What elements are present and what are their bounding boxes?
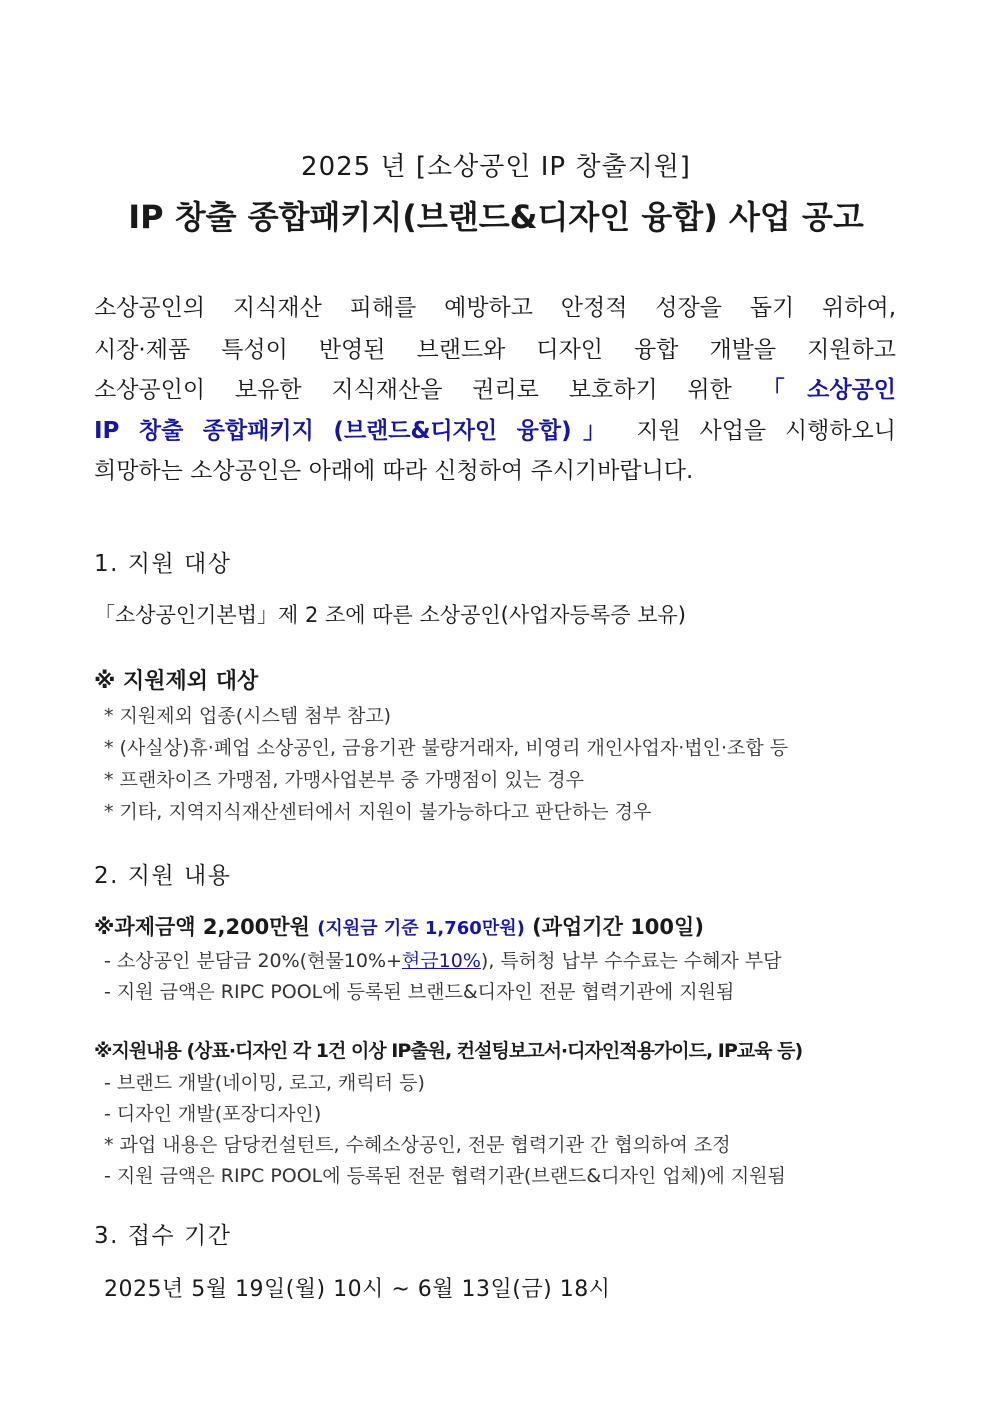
support-content-item-4: - 지원 금액은 RIPC POOL에 등록된 전문 협력기관(브랜드&디자인 업체)에 지원됨 (104, 1165, 786, 1187)
support-content-item-1: - 브랜드 개발(네이밍, 로고, 캐릭터 등) (104, 1072, 425, 1094)
section-2-heading: 2. 지원 내용 (94, 863, 232, 889)
intro-line-5: 희망하는 소상공인은 아래에 따라 신청하여 주시기바랍니다. (94, 458, 694, 484)
section-1-body: 「소상공인기본법」제 2 조에 따른 소상공인(사업자등록증 보유) (94, 603, 686, 627)
program-name-highlight: 「소상공인 (761, 377, 897, 403)
support-content-heading: ※지원내용 (상표·디자인 각 1건 이상 IP출원, 컨설팅보고서·디자인적용가이드, IP교육 등) (94, 1040, 803, 1062)
support-content-item-3: * 과업 내용은 담당컨설턴트, 수혜소상공인, 전문 협력기관 간 협의하여 조정 (104, 1134, 731, 1156)
section-1-heading: 1. 지원 대상 (94, 551, 232, 577)
program-name-highlight-cont: IP 창출 종합패키지 (브랜드&디자인 융합)」 (94, 418, 618, 444)
intro-line-2: 시장·제품 특성이 반영된 브랜드와 디자인 융합 개발을 지원하고 (94, 337, 896, 363)
application-period: 2025년 5월 19일(월) 10시 ~ 6월 13일(금) 18시 (104, 1277, 611, 1302)
support-content-item-2: - 디자인 개발(포장디자인) (104, 1103, 322, 1125)
exclusion-item-2: * (사실상)휴·폐업 소상공인, 금융기관 불량거래자, 비영리 개인사업자·법인·조합 등 (104, 737, 789, 759)
budget-detail: (지원금 기준 1,760만원) (317, 918, 525, 939)
budget-line-2: - 지원 금액은 RIPC POOL에 등록된 브랜드&디자인 전문 협력기관에 지원됨 (104, 981, 735, 1003)
exclusion-item-3: * 프랜차이즈 가맹점, 가맹사업본부 중 가맹점이 있는 경우 (104, 769, 584, 791)
section-3-heading: 3. 접수 기간 (94, 1223, 232, 1249)
budget-heading: ※과제금액 2,200만원 (지원금 기준 1,760만원) (과업기간 100일) (94, 915, 704, 939)
exclusion-heading: ※ 지원제외 대상 (94, 669, 259, 694)
budget-line-1: - 소상공인 분담금 20%(현물10%+현금10%), 특허청 납부 수수료는 수혜자 부담 (104, 950, 782, 972)
exclusion-item-1: * 지원제외 업종(시스템 첨부 참고) (104, 705, 392, 727)
document-title: IP 창출 종합패키지(브랜드&디자인 융합) 사업 공고 (128, 198, 864, 236)
intro-line-4: IP 창출 종합패키지 (브랜드&디자인 융합)」 지원 사업을 시행하오니 (94, 418, 896, 444)
intro-line-3: 소상공인이 보유한 지식재산을 권리로 보호하기 위한 「소상공인 (94, 377, 897, 403)
document-subtitle: 2025 년 [소상공인 IP 창출지원] (301, 152, 691, 182)
exclusion-item-4: * 기타, 지역지식재산센터에서 지원이 불가능하다고 판단하는 경우 (104, 801, 652, 823)
cash-share-highlight: 현금10% (401, 950, 481, 972)
intro-line-1: 소상공인의 지식재산 피해를 예방하고 안정적 성장을 돕기 위하여, (94, 295, 896, 321)
